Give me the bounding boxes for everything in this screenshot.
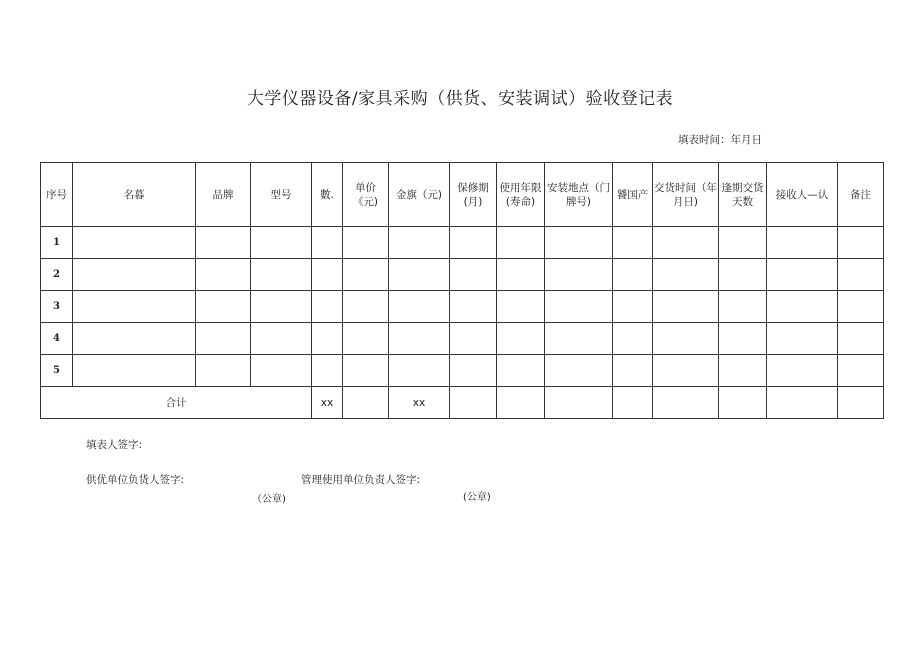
column-header-text: 月日) <box>672 195 699 208</box>
total-label: 合计 <box>41 387 312 419</box>
total-amount: xx <box>389 387 450 419</box>
table-cell <box>767 323 838 355</box>
table-cell <box>450 323 497 355</box>
table-cell <box>613 323 653 355</box>
column-header-text: 使用年限 <box>499 181 542 194</box>
table-cell <box>613 291 653 323</box>
table-cell <box>767 355 838 387</box>
table-cell <box>838 323 884 355</box>
table-cell <box>450 227 497 259</box>
table-cell <box>343 259 389 291</box>
column-header-text: (寿命) <box>505 195 536 208</box>
column-header-text: 序号 <box>46 188 67 201</box>
table-cell <box>767 227 838 259</box>
column-header-text: 饕国产 <box>616 188 649 201</box>
column-header <box>497 163 545 227</box>
table-cell <box>767 259 838 291</box>
row-number: 3 <box>41 291 73 323</box>
table-cell <box>389 355 450 387</box>
table-cell <box>613 355 653 387</box>
column-header-text: 數. <box>320 188 334 201</box>
table-cell <box>719 291 767 323</box>
column-header-text: 安装地点（门 <box>547 181 610 194</box>
manager-seal-label: (公章) <box>463 492 491 503</box>
table-cell <box>312 323 343 355</box>
table-cell <box>719 259 767 291</box>
column-header <box>838 163 884 227</box>
table-row <box>41 323 884 355</box>
column-header-text: 《元) <box>352 195 379 208</box>
header-row <box>41 163 884 227</box>
table-cell <box>389 259 450 291</box>
column-header-text: 金旗（元) <box>395 188 443 201</box>
row-number: 5 <box>41 355 73 387</box>
table-cell <box>251 227 312 259</box>
table-cell <box>343 387 389 419</box>
table-cell <box>251 323 312 355</box>
filler-signature-label: 填表人签字: <box>86 439 143 451</box>
table-row <box>41 227 884 259</box>
table-cell <box>389 291 450 323</box>
table-row <box>41 259 884 291</box>
column-header <box>343 163 389 227</box>
table-cell <box>312 355 343 387</box>
total-quantity: xx <box>312 387 343 419</box>
table-cell <box>73 227 196 259</box>
table-cell <box>838 259 884 291</box>
row-number: 1 <box>41 227 73 259</box>
table-cell <box>497 291 545 323</box>
table-cell <box>613 387 653 419</box>
column-header-text: 天数 <box>732 195 753 208</box>
table-cell <box>653 355 719 387</box>
column-header <box>767 163 838 227</box>
table-cell <box>545 291 613 323</box>
table-cell <box>613 227 653 259</box>
fill-time-label: 填表时间：年月日 <box>678 134 762 146</box>
table-cell <box>450 291 497 323</box>
manager-signature-label: 管理使用单位负责人签字: <box>301 474 421 486</box>
column-header-text: 名暮 <box>123 188 145 201</box>
table-cell <box>545 227 613 259</box>
table-cell <box>196 355 251 387</box>
registration-table <box>40 162 884 419</box>
table-cell <box>196 323 251 355</box>
column-header <box>251 163 312 227</box>
table-cell <box>73 259 196 291</box>
table-cell <box>450 355 497 387</box>
column-header <box>73 163 196 227</box>
table-cell <box>767 291 838 323</box>
column-header-text: 单价 <box>355 181 376 194</box>
table-cell <box>545 323 613 355</box>
table-cell <box>653 387 719 419</box>
supplier-signature-label: 供优单位负货人签字: <box>86 474 185 486</box>
table-cell <box>653 227 719 259</box>
table-row <box>41 291 884 323</box>
table-cell <box>343 323 389 355</box>
table-cell <box>196 259 251 291</box>
column-header-text: 逢期交货 <box>721 181 764 194</box>
column-header-text: 保修期 <box>457 181 489 194</box>
table-cell <box>343 291 389 323</box>
supplier-seal-label: （公章) <box>252 494 286 505</box>
table-cell <box>196 291 251 323</box>
table-cell <box>838 227 884 259</box>
table-cell <box>719 227 767 259</box>
table-cell <box>450 259 497 291</box>
column-header-text: (月) <box>463 195 483 208</box>
table-cell <box>497 227 545 259</box>
table-cell <box>613 259 653 291</box>
table-cell <box>719 387 767 419</box>
table-row <box>41 355 884 387</box>
table-cell <box>497 387 545 419</box>
column-header <box>196 163 251 227</box>
row-number: 2 <box>41 259 73 291</box>
column-header <box>312 163 343 227</box>
table-cell <box>497 323 545 355</box>
page-title: 大学仪器设备/家具采购（供货、安装调试）验收登记表 <box>246 89 674 109</box>
table-cell <box>497 259 545 291</box>
table-cell <box>497 355 545 387</box>
table-cell <box>719 323 767 355</box>
table-cell <box>312 259 343 291</box>
table-cell <box>767 387 838 419</box>
table-cell <box>343 227 389 259</box>
table-cell <box>251 291 312 323</box>
column-header <box>545 163 613 227</box>
table-cell <box>838 387 884 419</box>
column-header <box>719 163 767 227</box>
column-header-text: 备注 <box>850 188 871 201</box>
table-cell <box>545 355 613 387</box>
column-header <box>41 163 73 227</box>
table-cell <box>545 387 613 419</box>
table-cell <box>196 227 251 259</box>
table-cell <box>389 323 450 355</box>
table-cell <box>312 291 343 323</box>
column-header-text: 品牌 <box>212 188 234 201</box>
table-cell <box>73 355 196 387</box>
table-cell <box>653 323 719 355</box>
table-cell <box>251 259 312 291</box>
row-number: 4 <box>41 323 73 355</box>
table-cell <box>73 291 196 323</box>
column-header-text: 型号 <box>270 188 292 201</box>
total-row <box>41 387 884 419</box>
column-header <box>653 163 719 227</box>
table-cell <box>545 259 613 291</box>
table-cell <box>838 291 884 323</box>
column-header-text: 交货时间（年 <box>654 181 717 194</box>
table-cell <box>450 387 497 419</box>
column-header <box>389 163 450 227</box>
table-cell <box>389 227 450 259</box>
table-cell <box>312 227 343 259</box>
table-cell <box>653 291 719 323</box>
table-cell <box>653 259 719 291</box>
table-cell <box>719 355 767 387</box>
column-header-text: 牌号) <box>565 195 592 208</box>
column-header <box>450 163 497 227</box>
table-cell <box>73 323 196 355</box>
table-cell <box>343 355 389 387</box>
column-header-text: 接收人—认 <box>775 188 829 201</box>
table-cell <box>838 355 884 387</box>
column-header <box>613 163 653 227</box>
table-cell <box>251 355 312 387</box>
